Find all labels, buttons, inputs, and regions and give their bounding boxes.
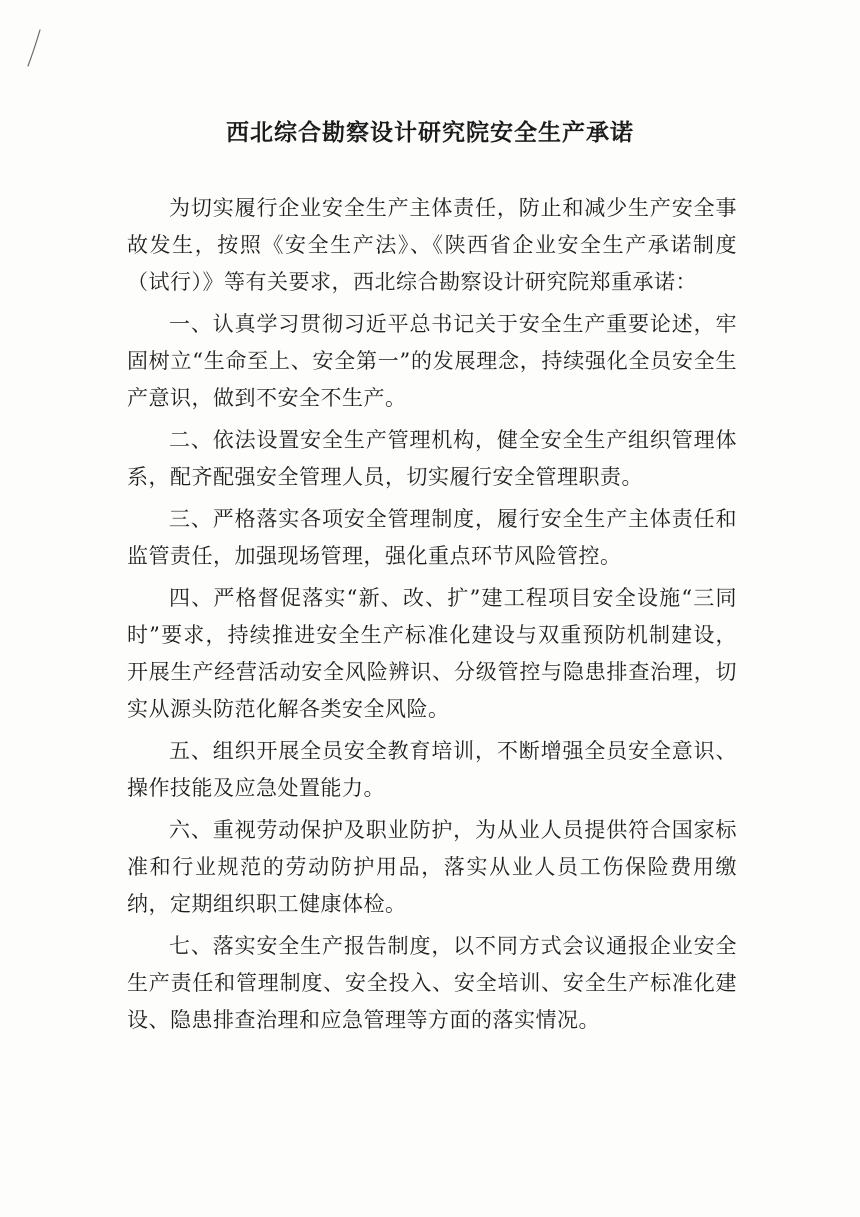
commitment-item-4: 四、严格督促落实“新、改、扩”建工程项目安全设施“三同时”要求，持续推进安全生产标准化建设与双重预防机制建设，开展生产经营活动安全风险辨识、分级管控与隐患排查治理，切实从源头防范化解各类安全风险。 bbox=[127, 586, 737, 721]
commitment-item-5: 五、组织开展全员安全教育培训，不断增强全员安全意识、操作技能及应急处置能力。 bbox=[127, 739, 737, 800]
pen-stroke-mark bbox=[24, 20, 84, 80]
commitment-item-3: 三、严格落实各项安全管理制度，履行安全生产主体责任和监管责任，加强现场管理，强化重点环节风险管控。 bbox=[127, 507, 737, 568]
document-body bbox=[127, 190, 737, 1039]
commitment-item-6: 六、重视劳动保护及职业防护，为从业人员提供符合国家标准和行业规范的劳动防护用品，落实从业人员工伤保险费用缴纳，定期组织职工健康体检。 bbox=[127, 818, 737, 916]
intro-paragraph: 为切实履行企业安全生产主体责任，防止和减少生产安全事故发生，按照《安全生产法》、《陕西省企业安全生产承诺制度（试行）》等有关要求，西北综合勘察设计研究院郑重承诺： bbox=[127, 196, 737, 294]
commitment-item-7: 七、落实安全生产报告制度，以不同方式会议通报企业安全生产责任和管理制度、安全投入、安全培训、安全生产标准化建设、隐患排查治理和应急管理等方面的落实情况。 bbox=[127, 934, 737, 1032]
document-title: 西北综合勘察设计研究院安全生产承诺 bbox=[226, 119, 634, 146]
commitment-item-2: 二、依法设置安全生产管理机构，健全安全生产组织管理体系，配齐配强安全管理人员，切实履行安全管理职责。 bbox=[127, 428, 737, 489]
commitment-item-1: 一、认真学习贯彻习近平总书记关于安全生产重要论述，牢固树立“生命至上、安全第一”的发展理念，持续强化全员安全生产意识，做到不安全不生产。 bbox=[127, 312, 737, 410]
